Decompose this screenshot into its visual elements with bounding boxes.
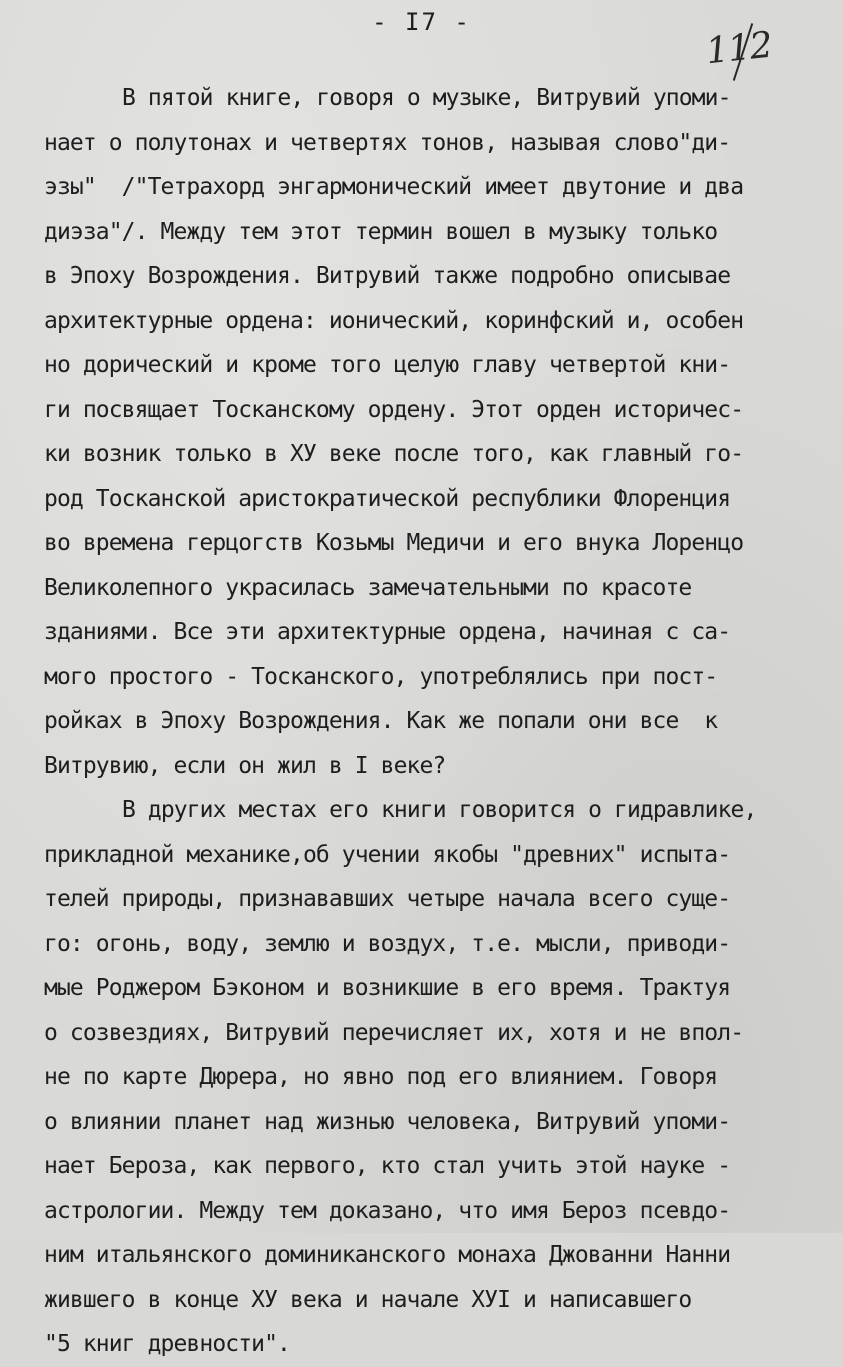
text-line: эзы" /"Тетрахорд энгармонический имеет двутоние и два [44,174,744,200]
text-line: мого простого - Тосканского, употреблялись при пост- [44,663,718,690]
text-line: В других местах его книги говорится о гидравлике, [122,797,757,823]
text-line: прикладной механике,об учении якобы "древних" испыта- [44,841,731,868]
text-line: телей природы, признававших четыре начала всего суще- [44,886,731,912]
text-line: "5 книг древности". [44,1331,290,1357]
text-line: но дорический и кроме того целую главу четвертой кни- [44,352,731,378]
text-line: Витрувию, если он жил в I веке? [44,752,446,779]
text-line: Великолепного украсилась замечательными по красоте [44,574,692,601]
page-number: - I7 - [372,8,471,36]
text-line: ройках в Эпоху Возрождения. Как же попали они все к [44,708,718,734]
text-line: мые Роджером Бэконом и возникшие в его время. Трактуя [44,975,731,1001]
text-line: о созвездиях, Витрувий перечисляет их, хотя и не впол- [44,1019,744,1046]
body-text [44,76,843,1367]
handwritten-archive-number: 112 [704,24,774,73]
text-line: зданиями. Все эти архитектурные ордена, начиная с са- [44,619,731,645]
text-line: о влиянии планет над жизнью человека, Витрувий упоми- [44,1108,731,1135]
text-line: в Эпоху Возрождения. Витрувий также подробно описывае [44,263,731,289]
text-line: ги посвящает Тосканскому ордену. Этот орден историчес- [44,396,744,423]
text-line: жившего в конце ХУ века и начале ХУI и написавшего [44,1286,692,1313]
text-line: ним итальянского доминиканского монаха Джованни Нанни [44,1242,731,1268]
text-line: нает о полутонах и четвертях тонов, называя слово"ди- [44,129,731,156]
text-line: ки возник только в ХУ веке после того, как главный го- [44,441,744,467]
text-line: астрологии. Между тем доказано, что имя Бероз псевдо- [44,1197,731,1224]
text-line: го: огонь, воду, землю и воздух, т.е. мысли, приводи- [44,930,731,957]
text-line: В пятой книге, говоря о музыке, Витрувий упоми- [122,85,731,111]
text-line: диэза"/. Между тем этот термин вошел в музыку только [44,218,718,245]
text-line: не по карте Дюрера, но явно под его влиянием. Говоря [44,1064,718,1090]
text-line: нает Бероза, как первого, кто стал учить этой науке - [44,1153,731,1179]
text-line: во времена герцогств Козьмы Медичи и его внука Лоренцо [44,530,744,556]
text-line: род Тосканской аристократической республики Флоренция [44,485,731,512]
text-line: архитектурные ордена: ионический, коринфский и, особен [44,307,744,334]
